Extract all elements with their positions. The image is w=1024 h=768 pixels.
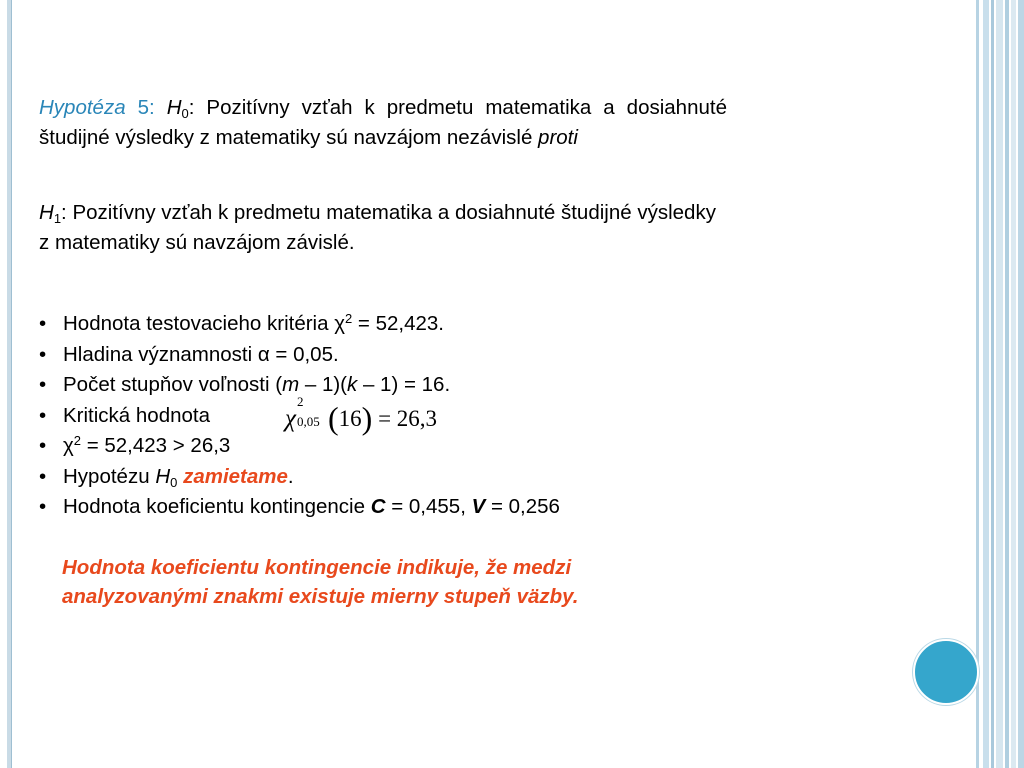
hypothesis-colon: : — [149, 96, 155, 119]
conclusion-text: Hodnota koeficientu kontingencie indikuje, že medzi analyzovanými znakmi existuje mierny stupeň väzby. — [62, 556, 579, 608]
b6-zamietame: zamietame — [183, 464, 288, 488]
b1-suffix: = 52,423. — [352, 312, 444, 335]
h1-text: : Pozitívny vzťah k predmetu matematika a dosiahnuté študijné výsledky z matematiky sú navzájom závislé. — [39, 201, 716, 254]
proti-word: proti — [538, 126, 578, 149]
hypothesis-number: 5 — [137, 96, 149, 119]
null-hypothesis-paragraph — [39, 93, 727, 153]
list-item-degrees-of-freedom — [39, 370, 739, 401]
b7-c: C — [370, 495, 386, 518]
b6-end: . — [287, 464, 294, 488]
b5-suffix: = 52,423 > 26,3 — [81, 434, 231, 457]
b3-m: m — [282, 373, 300, 396]
b5-superscript: 2 — [73, 433, 81, 448]
right-stripe — [991, 0, 994, 768]
b7-v: V — [471, 495, 486, 518]
list-item-decision — [39, 462, 739, 493]
b4-text: Kritická hodnota — [63, 403, 211, 427]
b3-prefix: Počet stupňov voľnosti ( — [63, 373, 283, 396]
h0-symbol: H — [166, 96, 182, 119]
b6-subscript: 0 — [170, 474, 178, 490]
right-stripe — [983, 0, 989, 768]
formula-chi: χ — [285, 405, 296, 432]
list-item-contingency — [39, 492, 739, 523]
b3-mid: – 1)( — [299, 373, 348, 396]
right-stripe — [1005, 0, 1009, 768]
alternative-hypothesis-paragraph — [39, 198, 727, 258]
right-stripe — [996, 0, 1003, 768]
b6-prefix: Hypotézu — [63, 464, 156, 488]
formula-superscript: 2 — [297, 394, 304, 409]
right-stripe — [976, 0, 979, 768]
bullet-marker: • — [39, 464, 47, 488]
b1-superscript: 2 — [344, 311, 353, 326]
h1-symbol: H — [39, 201, 54, 224]
h0-text: : Pozitívny vzťah k predmetu matematika a dosiahnuté študijné výsledky z matematiky sú navzájom nezávislé — [39, 96, 727, 149]
formula-scripts — [296, 394, 328, 430]
b2-suffix: = 0,05. — [269, 342, 339, 366]
chi-symbol: χ — [63, 434, 74, 457]
list-item-significance-level — [39, 340, 739, 371]
formula-close-paren: ) — [361, 400, 373, 436]
formula-subscript: 0,05 — [297, 414, 320, 429]
b1-prefix: Hodnota testovacieho kritéria — [63, 312, 335, 335]
left-border-line — [11, 0, 12, 768]
formula-result: = 26,3 — [372, 406, 438, 431]
h0-subscript: 0 — [181, 106, 189, 121]
b3-k: k — [347, 373, 358, 396]
critical-value-formula — [285, 394, 438, 437]
bullet-marker: • — [39, 312, 47, 335]
right-stripe — [1011, 0, 1016, 768]
b3-suffix: – 1) = 16. — [357, 373, 451, 396]
formula-argument: 16 — [338, 406, 362, 431]
formula-open-paren: ( — [328, 400, 339, 436]
b2-prefix: Hladina významnosti — [63, 342, 258, 366]
b6-h: H — [155, 464, 171, 488]
b7-mid: = 0,455, — [385, 495, 472, 518]
right-stripe — [1018, 0, 1024, 768]
chi-symbol: χ — [334, 312, 345, 335]
bullet-marker: • — [39, 373, 47, 396]
h1-subscript: 1 — [53, 211, 62, 226]
decorative-circle — [913, 639, 979, 705]
alpha-symbol: α — [257, 342, 270, 366]
list-item-test-statistic — [39, 309, 739, 340]
b7-suffix: = 0,256 — [485, 495, 560, 518]
bullet-marker: • — [39, 342, 47, 366]
hypothesis-label: Hypotéza — [39, 96, 126, 119]
bullet-marker: • — [39, 403, 47, 427]
bullet-marker: • — [39, 495, 47, 518]
bullet-marker: • — [39, 434, 47, 457]
b7-prefix: Hodnota koeficientu kontingencie — [63, 495, 371, 518]
